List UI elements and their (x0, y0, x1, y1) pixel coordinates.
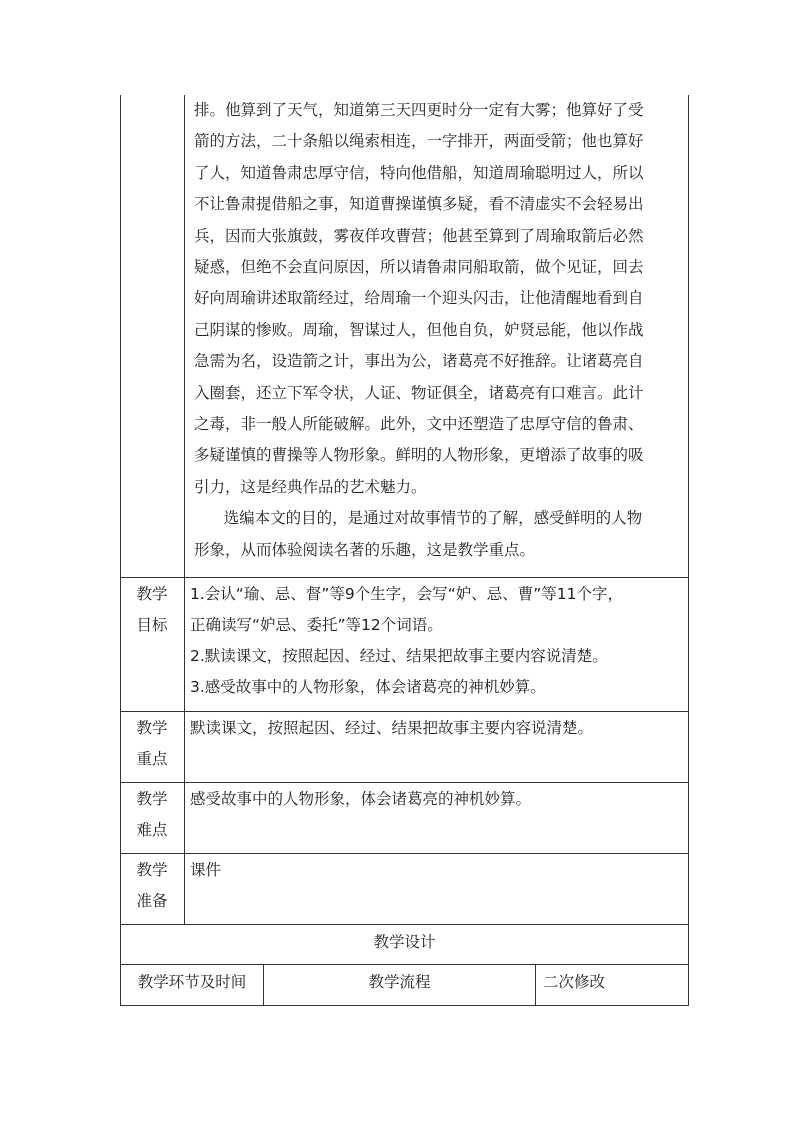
difficulties-label (121, 784, 183, 846)
row-divider-difficulties (120, 782, 689, 783)
preparation-content (190, 855, 686, 886)
text-line: 己阴谋的惨败。周瑜，智谋过人，但他自负，妒贤忌能，他以作战 (194, 320, 644, 339)
preparation-text: 课件 (190, 861, 222, 879)
design-col-header-2: 教学流程 (368, 973, 431, 991)
design-title: 教学设计 (373, 933, 436, 951)
text-line: 形象，从而体验阅读名著的乐趣，这是教学重点。 (194, 540, 536, 559)
text-line: 了人，知道鲁肃忠厚守信，特向他借船，知道周瑜聪明过人，所以 (194, 163, 644, 182)
text-line: 排。他算到了天气，知道第三天四更时分一定有大雾；他算好了受 (194, 101, 644, 119)
key-points-label-line-1: 教学 (136, 719, 168, 737)
text-line: 好向周瑜讲述取箭经过，给周瑜一个迎头闪击，让他清醒地看到自 (194, 289, 644, 308)
text-line: 箭的方法，二十条船以绳索相连，一字排开，两面受箭；他也算好 (194, 132, 644, 151)
key-points-label (121, 713, 183, 775)
text-line: 多疑谨慎的曹操等人物形象。鲜明的人物形象，更增添了故事的吸 (194, 446, 644, 465)
difficulties-content (190, 784, 686, 815)
text-line: 兵，因而大张旗鼓，雾夜佯攻曹营；他甚至算到了周瑜取箭后必然 (194, 226, 644, 245)
difficulties-label-line-2: 难点 (136, 821, 168, 839)
row-divider-design (120, 924, 689, 925)
table-border-right (688, 95, 689, 1006)
text-line: 入圈套，还立下军令状，人证、物证俱全，诸葛亮有口难言。此计 (194, 383, 644, 402)
text-line: 急需为名，设造箭之计，事出为公，诸葛亮不好推辞。让诸葛亮自 (194, 352, 644, 371)
row-divider-key-points (120, 711, 689, 712)
col-divider-2 (535, 964, 536, 1006)
row-divider-preparation (120, 853, 689, 854)
goal-item: 2.默读课文，按照起因、经过、结果把故事主要内容说清楚。 (190, 647, 608, 665)
preparation-label-line-1: 教学 (136, 861, 168, 879)
text-line: 不让鲁肃提借船之事，知道曹操谨慎多疑，看不清虚实不会轻易出 (194, 195, 644, 214)
text-line: 之毒，非一般人所能破解。此外，文中还塑造了忠厚守信的鲁肃、 (194, 415, 644, 434)
goals-label-line-1: 教学 (136, 585, 168, 603)
difficulties-text: 感受故事中的人物形象，体会诸葛亮的神机妙算。 (190, 790, 532, 808)
key-points-content (190, 713, 686, 744)
table-border-bottom (120, 1005, 689, 1006)
text-line: 引力，这是经典作品的艺术魅力。 (194, 477, 427, 496)
row-divider-columns (120, 964, 689, 965)
difficulties-label-line-1: 教学 (136, 790, 168, 808)
goals-label-line-2: 目标 (136, 616, 168, 634)
goal-item: 正确读写“妒忌、委托”等12个词语。 (190, 616, 443, 634)
row-divider-goals (120, 577, 689, 578)
design-col-header-1: 教学环节及时间 (137, 973, 247, 991)
goals-label (121, 579, 183, 641)
preparation-label-line-2: 准备 (136, 892, 168, 910)
text-analysis (194, 95, 686, 566)
preparation-label (121, 855, 183, 917)
text-line: 疑惑，但绝不会直问原因，所以请鲁肃同船取箭，做个见证，回去 (194, 258, 644, 277)
key-points-label-line-2: 重点 (136, 750, 168, 768)
goal-item: 3.感受故事中的人物形象，体会诸葛亮的神机妙算。 (190, 678, 546, 696)
label-column-divider (184, 95, 185, 925)
text-line: 选编本文的目的，是通过对故事情节的了解，感受鲜明的人物 (194, 509, 643, 528)
design-col-header-3: 二次修改 (543, 973, 606, 991)
goal-item: 1.会认“瑜、忌、督”等9个生字，会写“妒、忌、曹”等11个字， (190, 585, 623, 603)
goals-content (190, 579, 686, 703)
key-points-text: 默读课文，按照起因、经过、结果把故事主要内容说清楚。 (190, 719, 594, 737)
